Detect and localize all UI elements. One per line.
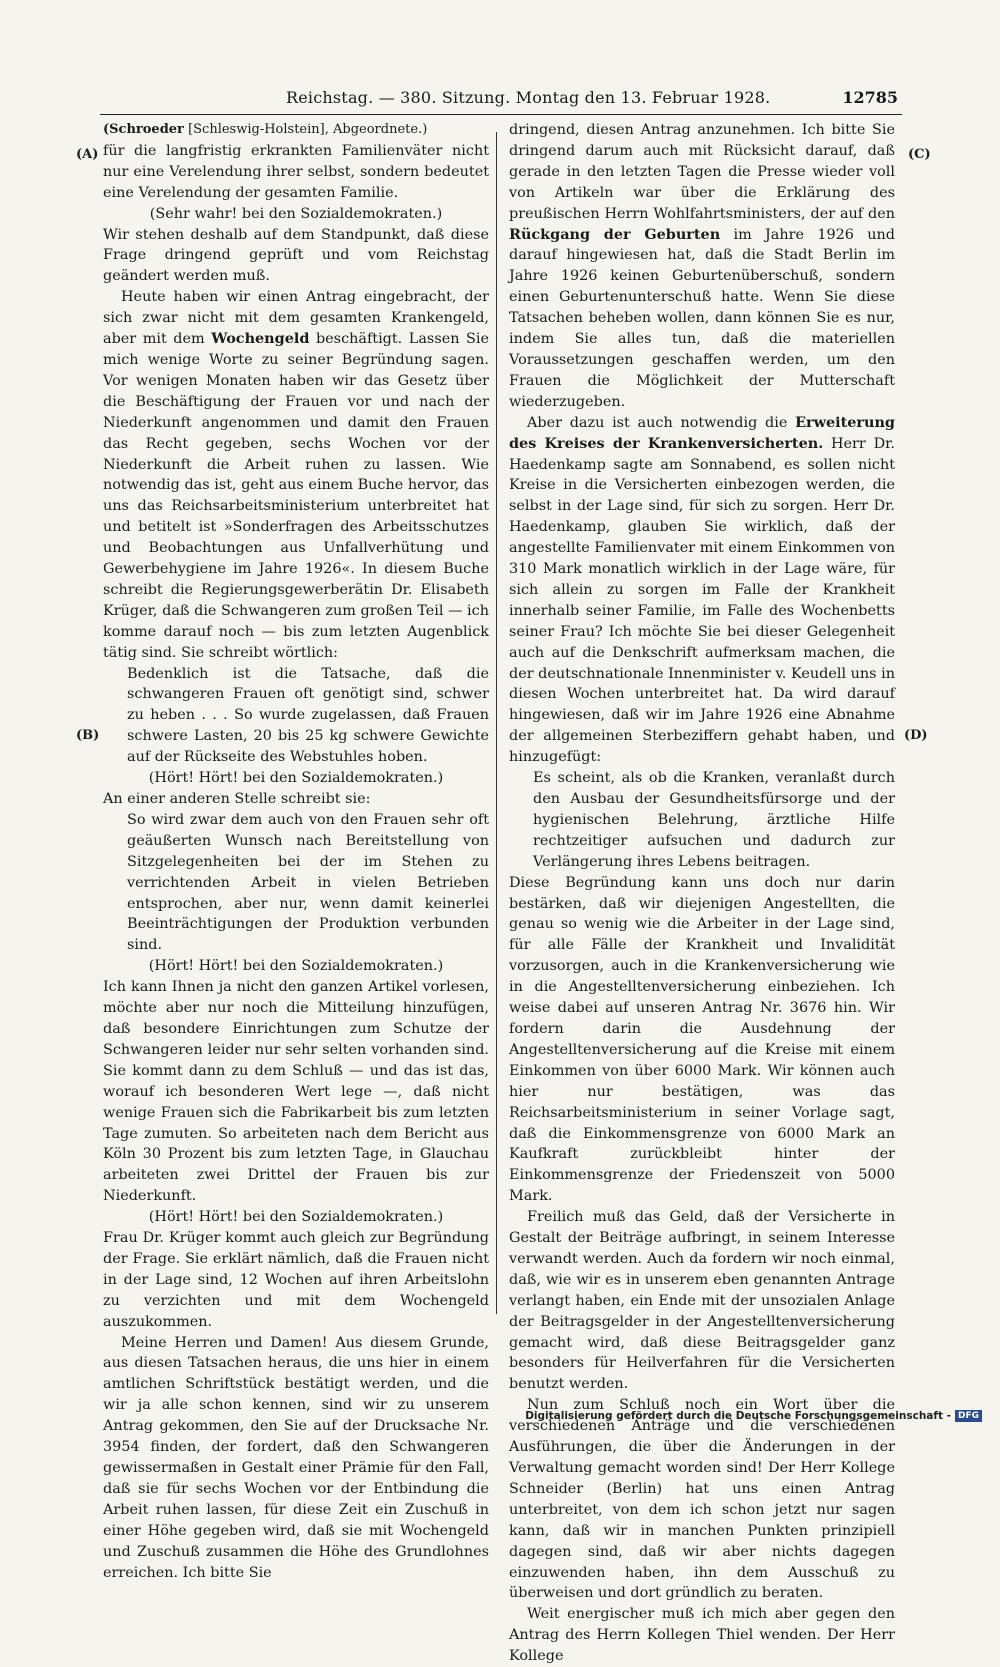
paragraph: Diese Begründung kann uns doch nur darin bestärken, daß wir diejenigen Angestellten, die genau so wenig wie die Arbeiter in der Lage sind, für alle Fälle der Krankheit und Invalidität vorzusorgen, auch in die Krankenversicherung wie in die Angestelltenversicherung einbeziehen. Ich weise dabei auf unseren Antrag Nr. 3676 hin. Wir fordern darin die Ausdehnung der Angestelltenversicherung auf die Kreise mit einem Einkommen von über 6000 Mark. Wir können auch hier nur bestätigen, was das Reichsarbeitsministerium in seiner Vorlage sagt, daß die Einkommensgrenze von 6000 Mark an Kaufkraft zurückbleibt hinter der Einkommensgrenze der Friedenszeit von 5000 Mark. <box>509 874 895 1205</box>
margin-mark-d: (D) <box>904 728 928 743</box>
speaker-affiliation: [Schleswig-Holstein], Abgeordnete.) <box>188 122 428 137</box>
text-run: Aber dazu ist auch notwendig die <box>527 414 788 431</box>
left-column <box>103 120 489 1583</box>
paragraph <box>509 120 895 413</box>
dfg-logo: DFG <box>955 1410 982 1422</box>
paragraph: An einer anderen Stelle schreibt sie: <box>103 791 371 807</box>
right-column <box>509 120 895 1667</box>
paragraph: Ich kann Ihnen ja nicht den ganzen Artikel vorlesen, möchte aber nur noch die Mitteilung hinzufügen, daß besondere Einrichtungen zum Schutze der Schwangeren leider nur sehr selten vorhanden sind. Sie kommt dann zu dem Schluß — und das ist das, worauf ich besonderen Wert lege —, daß nicht wenige Frauen sich die Fabrikarbeit bis zum letzten Tage zumuten. So arbeiteten nach dem Bericht aus Köln 30 Prozent bis zum letzten Tage, in Glauchau arbeiteten zwei Drittel der Frauen bis zur Niederkunft. <box>103 979 489 1205</box>
page-number: 12785 <box>842 88 898 107</box>
speaker-name: (Schroeder <box>103 122 184 137</box>
text-run: beschäftigt. Lassen Sie mich wenige Worte zu seiner Begründung sagen. Vor wenigen Monaten haben wir das Gesetz über die Beschäftigung der Frauen vor und nach der Niederkunft angenommen und damit den Frauen das Recht gegeben, sechs Wochen vor der Niederkunft die Arbeit ruhen zu lassen. Wie notwendig das ist, geht aus einem Buche hervor, das uns das Reichsarbeitsministerium unterbreitet hat und betitelt ist »Sonderfragen des Arbeitsschutzes und Beobachtungen aus Unfallverhütung und Gewerbehygiene im Jahre 1926«. In diesem Buche schreibt die Regierungsgewerberätin Dr. Elisabeth Krüger, daß die Schwangeren zum großen Teil — ich komme darauf noch — bis zum letzten Augenblick tätig sind. Sie schreibt wörtlich: <box>103 331 489 661</box>
reaction: (Hört! Hört! bei den Sozialdemokraten.) <box>148 770 444 787</box>
paragraph: Meine Herren und Damen! Aus diesem Grunde, aus diesen Tatsachen heraus, die uns hier in einem amtlichen Schriftstück bestätigt werden, und die wir ja alle schon kennen, sind wir zu unserem Antrag gekommen, den Sie auf der Drucksache Nr. 3954 finden, der fordert, daß den Schwangeren gewissermaßen in Gestalt einer Prämie für den Fall, daß sie für sechs Wochen vor der Entbindung die Arbeit ruhen lassen, für diese Zeit ein Zuschuß in einer Höhe gegeben wird, daß sie mit Wochengeld und Zuschuß zusammen die Höhe des Grundlohnes erreichen. Ich bitte Sie <box>103 1334 489 1581</box>
emphasis: Rückgang der Geburten <box>509 225 721 243</box>
paragraph: für die langfristig erkrankten Familienväter nicht nur eine Verelendung ihrer selbst, sondern bedeutet eine Verelendung der gesamten Familie. <box>103 142 489 201</box>
speaker-line <box>103 120 489 141</box>
quotation: So wird zwar dem auch von den Frauen sehr oft geäußerten Wunsch nach Bereitstellung von Sitzgelegenheiten bei der im Stehen zu verrichtenden Arbeit in vielen Betrieben entsprochen, aber nur, wenn damit keinerlei Beeinträchtigungen der Produktion verbunden sind. <box>127 811 489 954</box>
paragraph <box>103 287 489 663</box>
paragraph: Freilich muß das Geld, daß der Versicherte in Gestalt der Beiträge aufbringt, in seinem Interesse verwandt werden. Auch da fordern wir noch einmal, daß, wie wir es in unserem eben genannten Antrage verlangt haben, ein Ende mit der unsozialen Anlage der Beitragsgelder in der Angestelltenversicherung gemacht wird, daß diese Beitragsgelder ganz besonders für Heilverfahren für die Versicherten benutzt werden. <box>509 1209 895 1393</box>
emphasis: Erweiterung des Kreises der Krankenversicherten. <box>509 413 895 452</box>
margin-mark-c: (C) <box>908 147 931 162</box>
paragraph: Nun zum Schluß noch ein Wort über die verschiedenen Anträge und die verschiedenen Ausführungen, die über die Änderungen in der Verwaltung gemacht worden sind! Der Herr Kollege Schneider (Berlin) hat uns einen Antrag unterbreitet, von dem ich schon jetzt nur sagen kann, daß wir in manchen Punkten prinzipiell dagegen sind, daß wir aber nichts dagegen einzuwenden haben, ihn dem Ausschuß zu überweisen und dort gründlich zu beraten. <box>509 1397 895 1602</box>
quotation: Bedenklich ist die Tatsache, daß die schwangeren Frauen oft genötigt sind, schwer zu heben . . . So wurde zugelassen, daß Frauen schwere Lasten, 20 bis 25 kg schwere Gewichte auf der Rückseite des Webstuhles hoben. <box>127 665 489 766</box>
digitization-footer <box>525 1410 982 1422</box>
reaction: (Hört! Hört! bei den Sozialdemokraten.) <box>148 958 444 975</box>
margin-mark-b: (B) <box>76 728 100 743</box>
paragraph: Weit energischer muß ich mich aber gegen den Antrag des Herrn Kollegen Thiel wenden. Der Herr Kollege <box>509 1606 895 1665</box>
reaction: (Sehr wahr! bei den Sozialdemokraten.) <box>149 205 443 222</box>
text-run: Heute haben wir einen Antrag eingebracht, der sich zwar nicht mit dem gesamten Krankengeld, aber mit dem <box>103 289 489 348</box>
column-divider <box>496 132 497 1314</box>
quotation: Es scheint, als ob die Kranken, veranlaßt durch den Ausbau der Gesundheitsfürsorge und der hygienischen Belehrung, ärztliche Hilfe rechtzeitiger aufsuchen und dadurch zur Verlängerung ihres Lebens beitragen. <box>533 770 895 870</box>
paragraph: Frau Dr. Krüger kommt auch gleich zur Begründung der Frage. Sie erklärt nämlich, daß die Frauen nicht in der Lage sind, 12 Wochen auf ihren Arbeitslohn zu verzichten und mit dem Wochengeld auszukommen. <box>103 1230 489 1330</box>
text-run: im Jahre 1926 und darauf hingewiesen hat, daß die Stadt Berlin im Jahre 1926 keinen Geburtenüberschuß, sondern einen Geburtenunterschuß hatte. Wenn Sie diese Tatsachen beheben wollen, dann können Sie es nur, indem Sie alles tun, daß die materiellen Voraussetzungen geschaffen werden, um den Frauen die Möglichkeit der Mutterschaft wiederzugeben. <box>509 226 895 410</box>
text-run: Herr Dr. Haedenkamp sagte am Sonnabend, es sollen nicht Kreise in die Versicherten einbezogen werden, die selbst in der Lage sind, für sich zu sorgen. Herr Dr. Haedenkamp, glauben Sie wirklich, daß der angestellte Familienvater mit einem Einkommen von 310 Mark monatlich wirklich in der Lage wäre, für sich allein zu sorgen im Falle der Krankheit innerhalb seiner Familie, im Falle des Wochenbetts seiner Frau? Ich möchte Sie bei dieser Gelegenheit auch auf die Denkschrift aufmerksam machen, die der deutschnationale Innenminister v. Keudell uns in diesen Wochen unterbreitet hat. Da wird darauf hingewiesen, daß wir im Jahre 1926 eine Abnahme der allgemeinen Sterbeziffern gehabt haben, und hinzugefügt: <box>509 435 895 766</box>
reaction: (Hört! Hört! bei den Sozialdemokraten.) <box>148 1209 444 1226</box>
paragraph <box>509 413 895 768</box>
paragraph: Wir stehen deshalb auf dem Standpunkt, daß diese Frage dringend geprüft und vom Reichstag geändert werden muß. <box>103 226 489 285</box>
text-run: dringend, diesen Antrag anzunehmen. Ich bitte Sie dringend darum auch mit Rücksicht darauf, daß gerade in den letzten Tagen die Presse wieder voll von Artikeln war über die Erklärung des preußischen Herrn Wohlfahrtsministers, der auf den <box>509 122 895 222</box>
header-title: Reichstag. — 380. Sitzung. Montag den 13. Februar 1928. <box>286 88 771 107</box>
emphasis: Wochengeld <box>211 330 310 348</box>
margin-mark-a: (A) <box>76 147 99 162</box>
footer-text: Digitalisierung gefördert durch die Deutsche Forschungsgemeinschaft - <box>525 1410 951 1422</box>
page-header <box>100 88 902 115</box>
